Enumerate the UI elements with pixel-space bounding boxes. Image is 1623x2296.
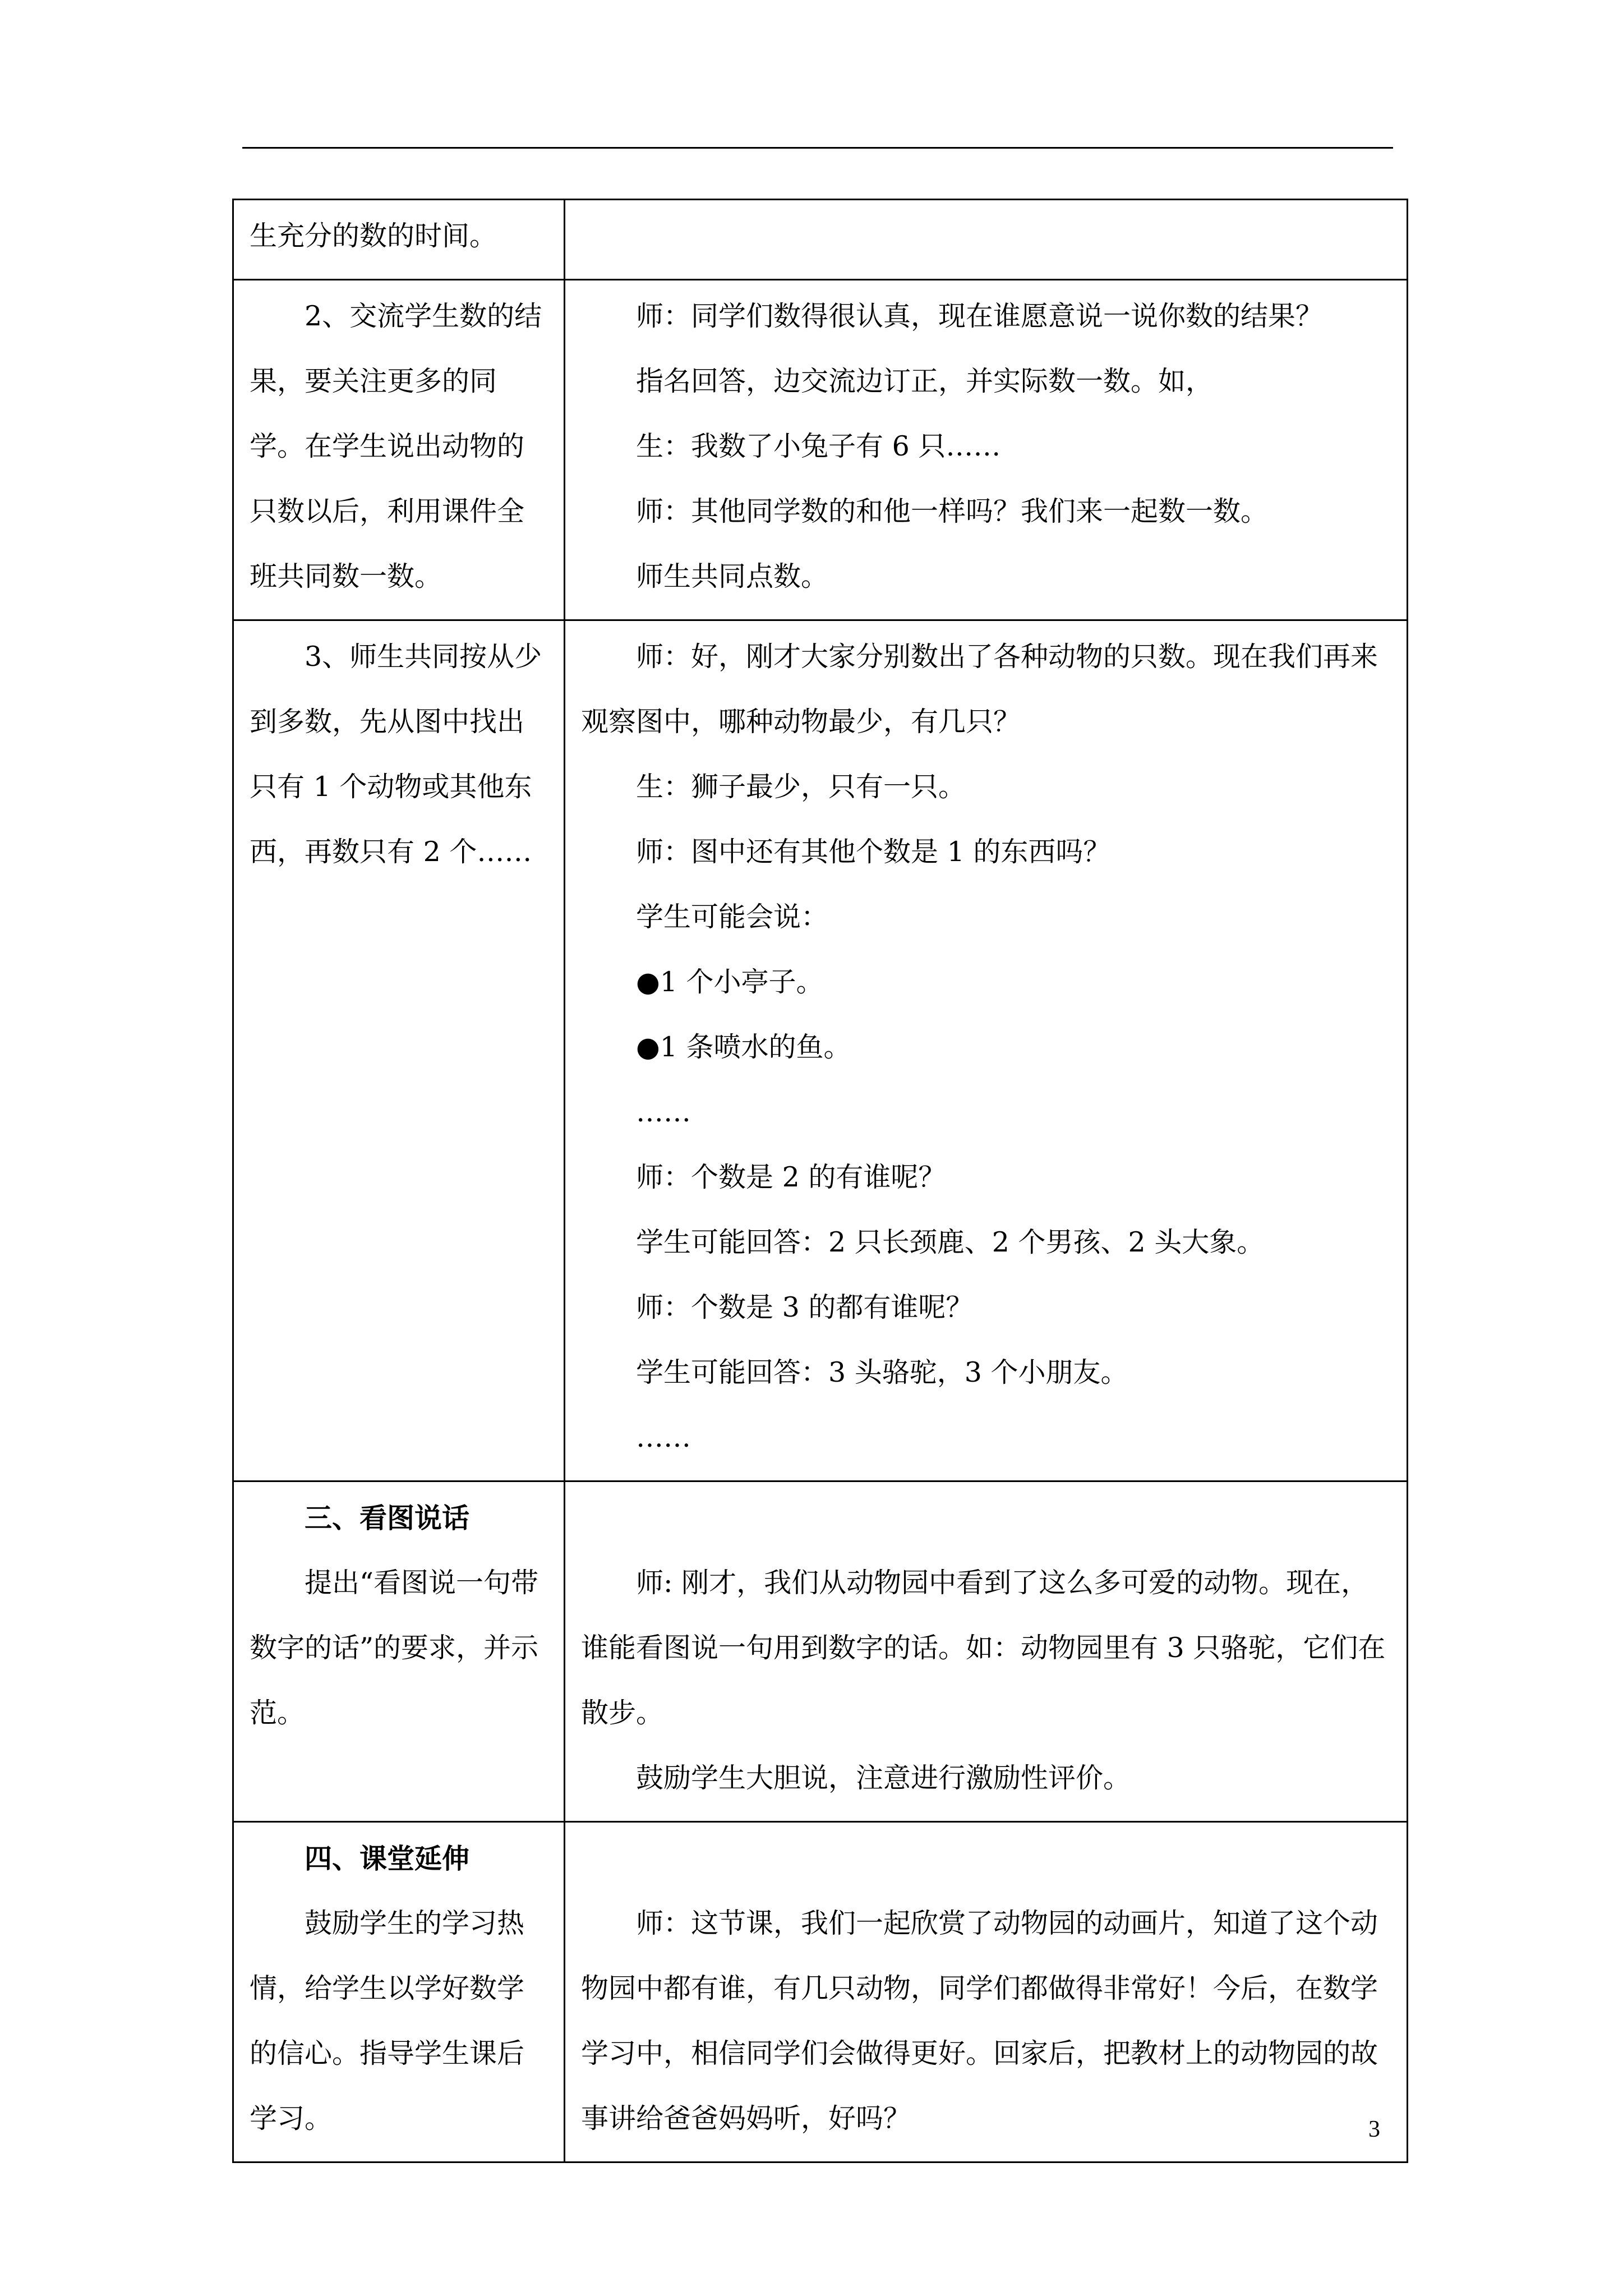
table-cell-right [565, 200, 1408, 280]
table-row [233, 1822, 1408, 2162]
table-row [233, 280, 1408, 620]
dialogue-line: 师: 刚才，我们从动物园中看到了这么多可爱的动物。现在，谁能看图说一句用到数字的话。如：动物园里有 3 只骆驼，它们在散步。 [581, 1567, 1386, 1729]
table-cell-right [565, 1481, 1408, 1822]
table-cell-left [233, 1822, 565, 2162]
dialogue-line: 鼓励学生大胆说，注意进行激励性评价。 [636, 1762, 1131, 1794]
table-row [233, 1481, 1408, 1822]
dialogue-line: 学生可能回答：2 只长颈鹿、2 个男孩、2 头大象。 [636, 1226, 1265, 1258]
ellipsis-line: …… [636, 1096, 691, 1128]
section-heading: 四、课堂延伸 [305, 1842, 470, 1875]
bullet-line: ●1 个小亭子。 [636, 966, 824, 998]
table-cell-left [233, 620, 565, 1481]
dialogue-line: 师：这节课，我们一起欣赏了动物园的动画片，知道了这个动物园中都有谁，有几只动物，同学们都做得非常好！今后，在数学学习中，相信同学们会做得更好。回家后，把教材上的动物园的故事讲给爸爸妈妈听，好吗？ [581, 1907, 1378, 2134]
dialogue-line: 师：其他同学数的和他一样吗？我们来一起数一数。 [636, 495, 1269, 527]
dialogue-line: 师：个数是 3 的都有谁呢？ [636, 1291, 974, 1323]
dialogue-line: 师生共同点数。 [636, 560, 829, 592]
dialogue-line: 学生可能会说： [636, 901, 829, 933]
bullet-line: ●1 条喷水的鱼。 [636, 1031, 851, 1063]
lesson-plan-table [232, 199, 1408, 2163]
table-cell-right [565, 280, 1408, 620]
ellipsis-line: …… [636, 1421, 691, 1453]
table-row [233, 200, 1408, 280]
dialogue-line: 学生可能回答：3 头骆驼，3 个小朋友。 [636, 1356, 1128, 1388]
section-heading: 三、看图说话 [305, 1502, 470, 1534]
dialogue-line: 师：图中还有其他个数是 1 的东西吗？ [636, 836, 1111, 868]
table-cell-left [233, 1481, 565, 1822]
table-cell-left [233, 200, 565, 280]
table-row [233, 620, 1408, 1481]
dialogue-line: 师：好，刚才大家分别数出了各种动物的只数。现在我们再来观察图中，哪种动物最少，有几只？ [581, 641, 1378, 738]
cell-text: 2、交流学生数的结果，要关注更多的同学。在学生说出动物的只数以后，利用课件全班共同数一数。 [250, 300, 542, 592]
cell-text: 生充分的数的时间。 [250, 220, 497, 252]
cell-text: 3、师生共同按从少到多数，先从图中找出只有 1 个动物或其他东西，再数只有 2 个…… [250, 641, 542, 868]
dialogue-line: 师：同学们数得很认真，现在谁愿意说一说你数的结果？ [636, 300, 1324, 332]
dialogue-line: 指名回答，边交流边订正，并实际数一数。如， [636, 365, 1214, 397]
cell-text: 提出“看图说一句带数字的话”的要求，并示范。 [250, 1567, 539, 1729]
dialogue-line: 师：个数是 2 的有谁呢？ [636, 1161, 946, 1193]
table-cell-left [233, 280, 565, 620]
cell-text: 鼓励学生的学习热情，给学生以学好数学的信心。指导学生课后学习。 [250, 1907, 525, 2134]
dialogue-line: 生：狮子最少，只有一只。 [636, 771, 966, 803]
table-cell-right [565, 620, 1408, 1481]
page-number: 3 [1368, 2116, 1380, 2142]
header-rule [242, 147, 1393, 149]
table-cell-right [565, 1822, 1408, 2162]
dialogue-line: 生：我数了小兔子有 6 只…… [636, 430, 1001, 462]
